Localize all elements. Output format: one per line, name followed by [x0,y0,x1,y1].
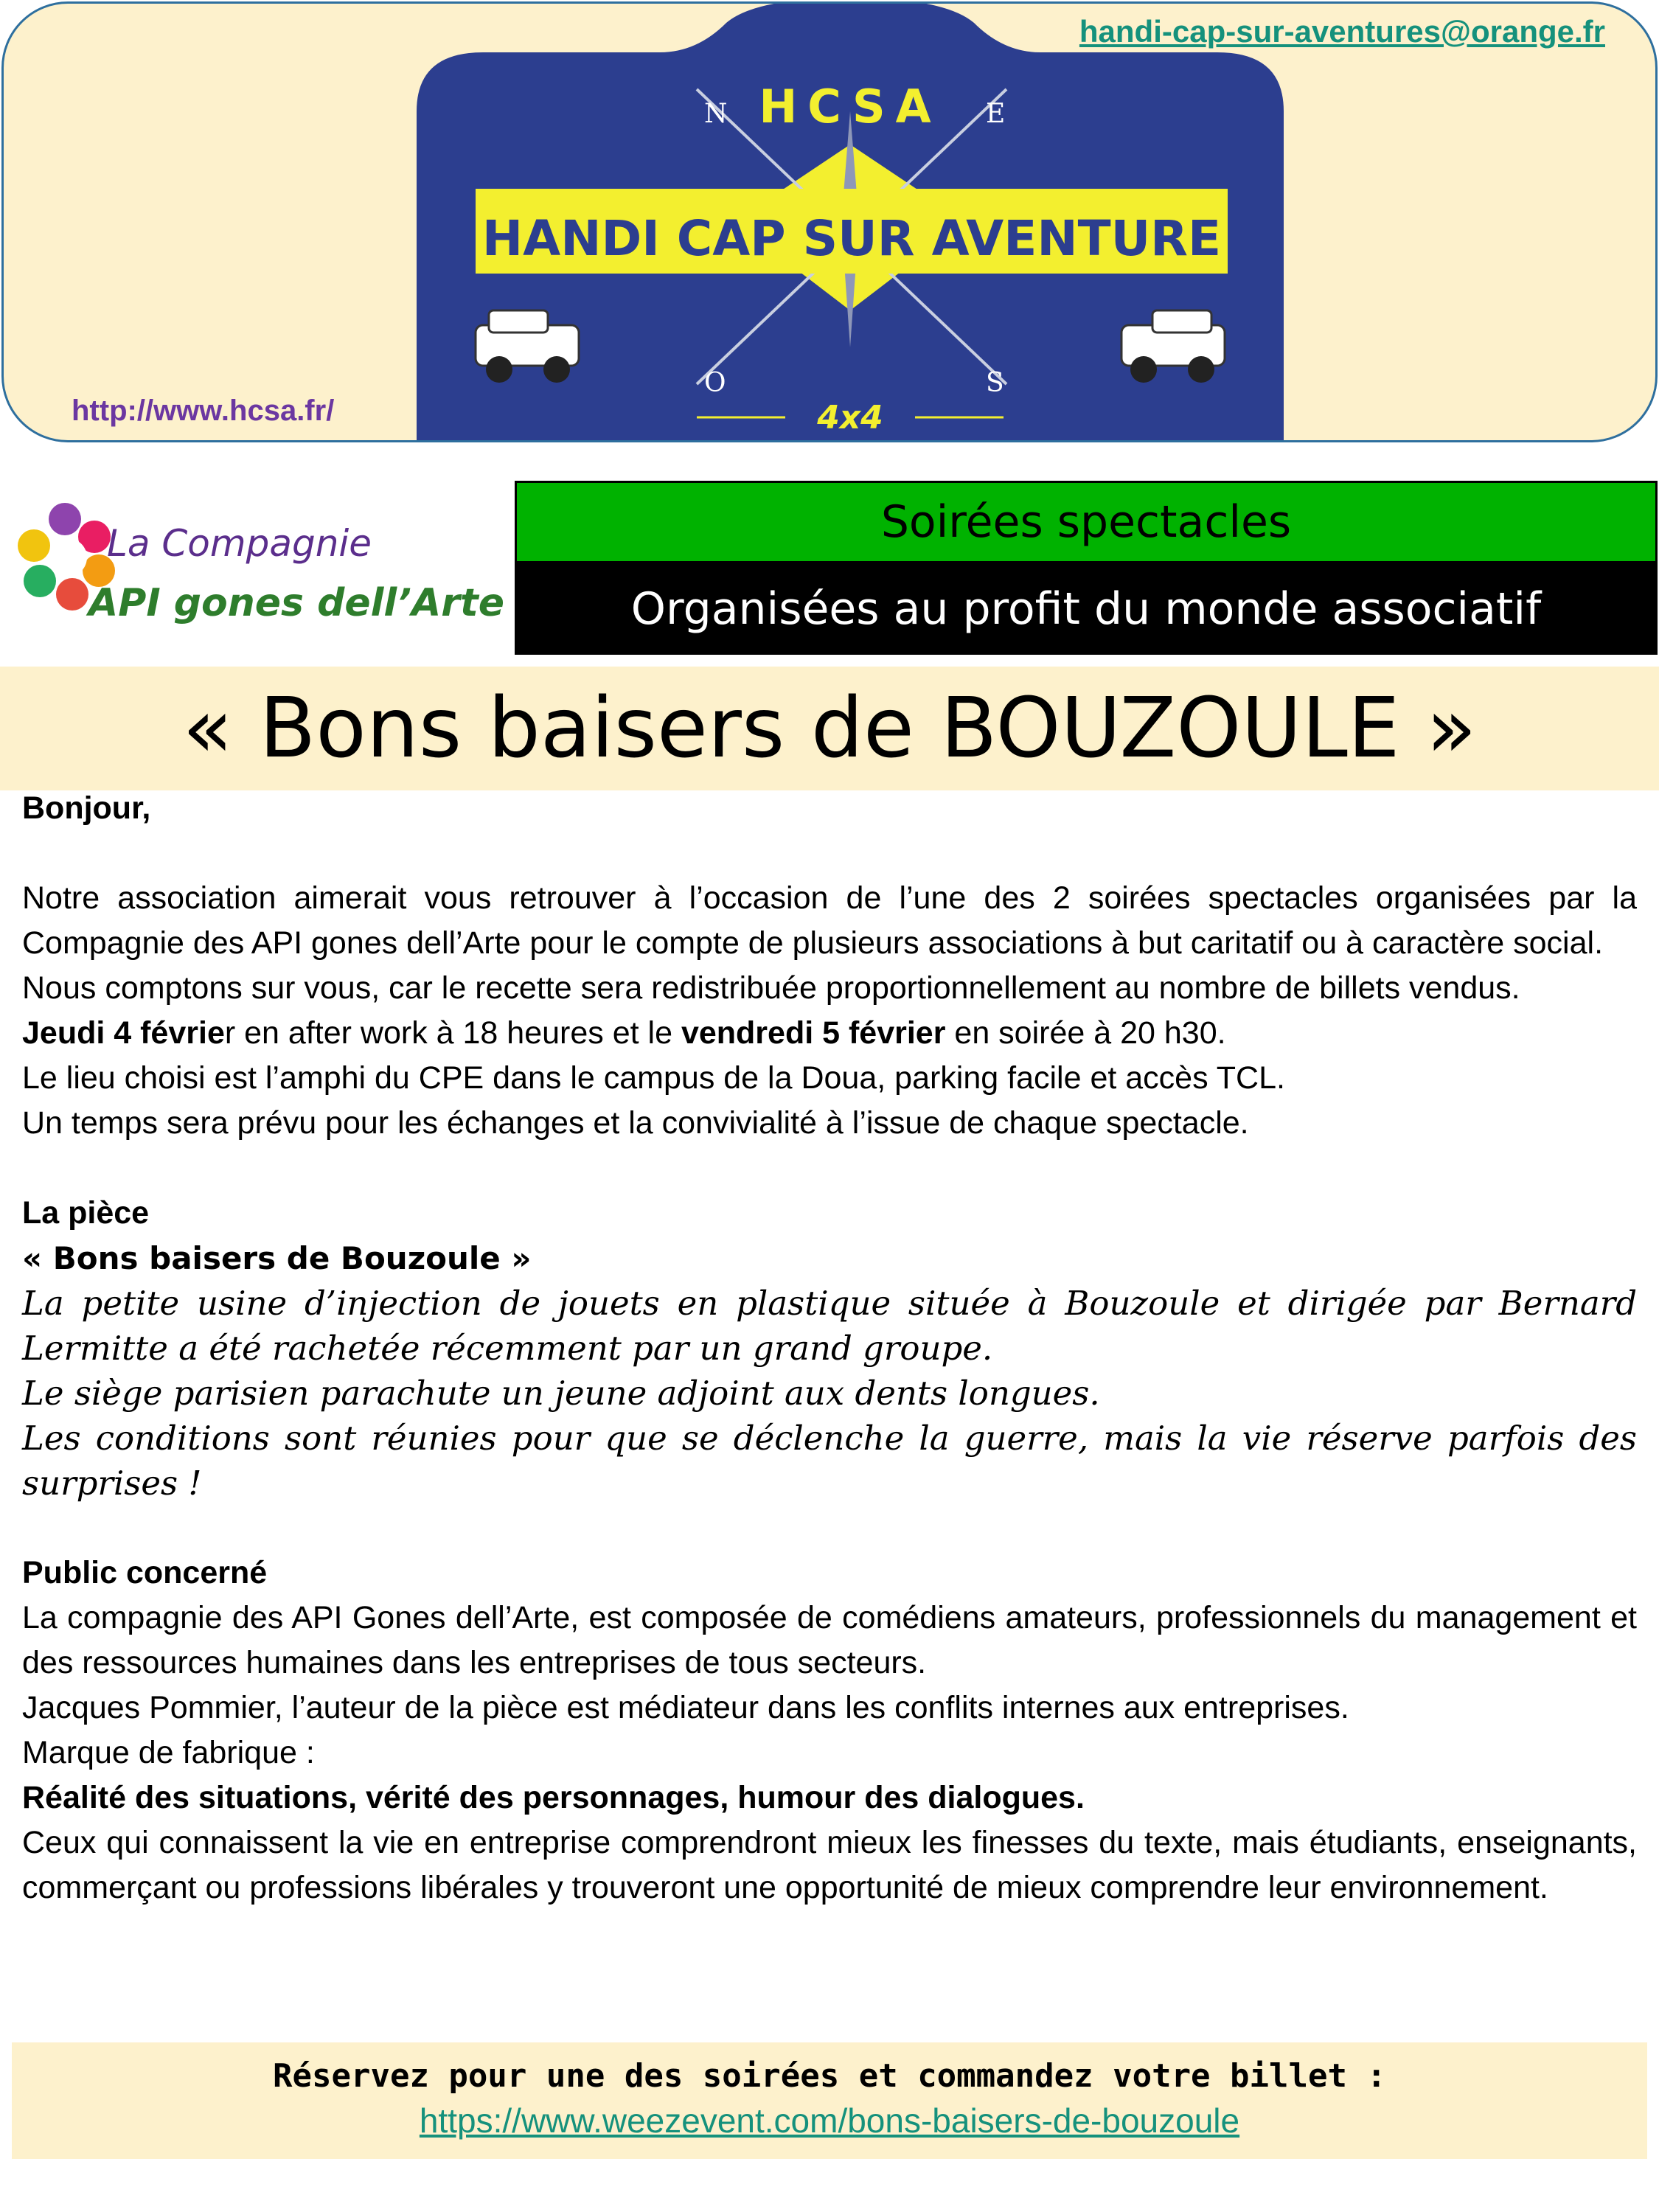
header-box [1,1,1658,442]
dates-line [22,1011,1637,1056]
hcsa-logo [417,1,1284,442]
compass-s: S [986,368,1004,398]
motto: Réalité des situations, vérité des personnages, humour des dialogues. [22,1780,1085,1815]
compass-e: E [986,99,1006,129]
synopsis-3: Les conditions sont réunies pour que se déclenche la guerre, mais la vie réserve parfois des surprises ! [22,1419,1637,1503]
website-link[interactable]: http://www.hcsa.fr/ [72,394,335,427]
greeting: Bonjour, [22,790,151,826]
public-paragraph-4: Ceux qui connaissent la vie en entreprise comprendront mieux les finesses du texte, mais étudiants, enseignants, commerçant ou professions libérales y trouveront une opportunité de mieux comprendre leur environnement. [22,1825,1637,1905]
synopsis-1: La petite usine d’injection de jouets en plastique située à Bouzoule et dirigée par Bernard Lermitte a été rachetée récemment par un grand groupe. [22,1284,1637,1368]
public-paragraph-3: Marque de fabrique : [22,1735,315,1770]
synopsis-2: Le siège parisien parachute un jeune adjoint aux dents longues. [22,1374,1100,1413]
company-flower-logo [12,484,484,653]
footer-box [12,2042,1647,2159]
date1-rest: r en after work à 18 heures et le [224,1015,681,1051]
compass-o: O [704,368,726,398]
play-heading: La pièce [22,1195,150,1231]
page-title: « Bons baisers de BOUZOULE » [0,667,1659,790]
date2-bold: vendredi 5 février [681,1015,946,1051]
date2-rest: en soirée à 20 h30. [945,1015,1226,1051]
footer-cta: Réservez pour une des soirées et commandez votre billet : [273,2057,1386,2095]
date1-bold: Jeudi 4 févrie [22,1015,225,1051]
logo-acronym: HCSA [759,80,942,133]
logo-badge: 4x4 [817,399,883,437]
company-line2: API gones dell’Arte [88,581,505,625]
company-line1: La Compagnie [107,522,372,565]
letter-body [22,786,1637,1910]
public-heading: Public concerné [22,1555,268,1590]
banner-green: Soirées spectacles [515,481,1658,563]
ticket-link[interactable]: https://www.weezevent.com/bons-baisers-de-bouzoule [419,2101,1240,2140]
public-paragraph-2: Jacques Pommier, l’auteur de la pièce est médiateur dans les conflits internes aux entreprises. [22,1690,1349,1725]
play-title: « Bons baisers de Bouzoule » [22,1240,532,1276]
email-link[interactable]: handi-cap-sur-aventures@orange.fr [1079,14,1605,49]
banner-black: Organisées au profit du monde associatif [515,563,1658,655]
place-line: Le lieu choisi est l’amphi du CPE dans le campus de la Doua, parking facile et accès TCL. [22,1060,1285,1096]
time-line: Un temps sera prévu pour les échanges et la convivialité à l’issue de chaque spectacle. [22,1105,1249,1141]
logo-name: HANDI CAP SUR AVENTURE [481,210,1222,267]
public-paragraph-1: La compagnie des API Gones dell’Arte, est composée de comédiens amateurs, professionnels du management et des ressources humaines dans les entreprises de tous secteurs. [22,1600,1637,1680]
intro-paragraph-2: Nous comptons sur vous, car le recette sera redistribuée proportionnellement au nombre de billets vendus. [22,970,1520,1006]
intro-paragraph-1: Notre association aimerait vous retrouver à l’occasion de l’une des 2 soirées spectacles organisées par la Compagnie des API gones dell’Arte pour le compte de plusieurs associations à but caritatif ou à caractère social. [22,880,1637,961]
compass-n: N [704,99,728,129]
